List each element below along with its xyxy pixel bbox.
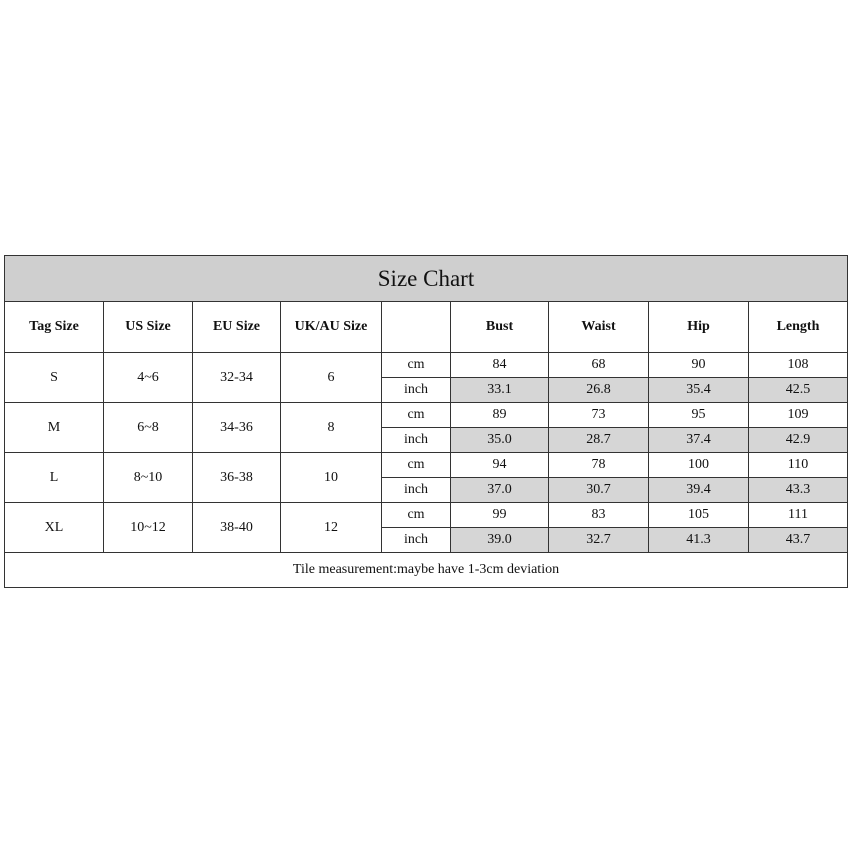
bust-cell: 37.0 bbox=[451, 478, 549, 503]
uk-au-size-cell: 10 bbox=[281, 453, 382, 503]
length-cell: 110 bbox=[749, 453, 848, 478]
uk-au-size-cell: 6 bbox=[281, 353, 382, 403]
table-row bbox=[5, 403, 848, 428]
length-cell: 111 bbox=[749, 503, 848, 528]
waist-cell: 68 bbox=[549, 353, 649, 378]
hip-cell: 105 bbox=[649, 503, 749, 528]
length-cell: 43.7 bbox=[749, 528, 848, 553]
unit-cell: cm bbox=[382, 503, 451, 528]
header-waist: Waist bbox=[549, 302, 649, 353]
waist-cell: 78 bbox=[549, 453, 649, 478]
tag-size-cell: XL bbox=[5, 503, 104, 553]
tag-size-cell: S bbox=[5, 353, 104, 403]
title-row bbox=[5, 256, 848, 302]
size-chart-table bbox=[4, 255, 848, 588]
us-size-cell: 8~10 bbox=[104, 453, 193, 503]
waist-cell: 28.7 bbox=[549, 428, 649, 453]
header-unit bbox=[382, 302, 451, 353]
waist-cell: 32.7 bbox=[549, 528, 649, 553]
length-cell: 42.5 bbox=[749, 378, 848, 403]
length-cell: 43.3 bbox=[749, 478, 848, 503]
header-length: Length bbox=[749, 302, 848, 353]
waist-cell: 26.8 bbox=[549, 378, 649, 403]
hip-cell: 39.4 bbox=[649, 478, 749, 503]
eu-size-cell: 38-40 bbox=[193, 503, 281, 553]
unit-cell: cm bbox=[382, 403, 451, 428]
table-row bbox=[5, 353, 848, 378]
length-cell: 109 bbox=[749, 403, 848, 428]
header-bust: Bust bbox=[451, 302, 549, 353]
unit-cell: inch bbox=[382, 428, 451, 453]
hip-cell: 35.4 bbox=[649, 378, 749, 403]
hip-cell: 100 bbox=[649, 453, 749, 478]
tag-size-cell: L bbox=[5, 453, 104, 503]
header-eu-size: EU Size bbox=[193, 302, 281, 353]
eu-size-cell: 34-36 bbox=[193, 403, 281, 453]
bust-cell: 89 bbox=[451, 403, 549, 428]
unit-cell: cm bbox=[382, 353, 451, 378]
length-cell: 108 bbox=[749, 353, 848, 378]
uk-au-size-cell: 8 bbox=[281, 403, 382, 453]
bust-cell: 99 bbox=[451, 503, 549, 528]
hip-cell: 90 bbox=[649, 353, 749, 378]
unit-cell: inch bbox=[382, 378, 451, 403]
bust-cell: 84 bbox=[451, 353, 549, 378]
eu-size-cell: 32-34 bbox=[193, 353, 281, 403]
hip-cell: 95 bbox=[649, 403, 749, 428]
us-size-cell: 10~12 bbox=[104, 503, 193, 553]
bust-cell: 33.1 bbox=[451, 378, 549, 403]
header-row bbox=[5, 302, 848, 353]
chart-title: Size Chart bbox=[5, 256, 848, 302]
bust-cell: 35.0 bbox=[451, 428, 549, 453]
length-cell: 42.9 bbox=[749, 428, 848, 453]
hip-cell: 37.4 bbox=[649, 428, 749, 453]
header-uk-au-size: UK/AU Size bbox=[281, 302, 382, 353]
unit-cell: inch bbox=[382, 528, 451, 553]
tag-size-cell: M bbox=[5, 403, 104, 453]
unit-cell: cm bbox=[382, 453, 451, 478]
us-size-cell: 6~8 bbox=[104, 403, 193, 453]
header-us-size: US Size bbox=[104, 302, 193, 353]
header-hip: Hip bbox=[649, 302, 749, 353]
waist-cell: 83 bbox=[549, 503, 649, 528]
table-row bbox=[5, 453, 848, 478]
measurement-note: Tile measurement:maybe have 1-3cm deviation bbox=[5, 553, 848, 588]
waist-cell: 30.7 bbox=[549, 478, 649, 503]
waist-cell: 73 bbox=[549, 403, 649, 428]
eu-size-cell: 36-38 bbox=[193, 453, 281, 503]
header-tag-size: Tag Size bbox=[5, 302, 104, 353]
hip-cell: 41.3 bbox=[649, 528, 749, 553]
us-size-cell: 4~6 bbox=[104, 353, 193, 403]
unit-cell: inch bbox=[382, 478, 451, 503]
bust-cell: 39.0 bbox=[451, 528, 549, 553]
table-row bbox=[5, 503, 848, 528]
note-row bbox=[5, 553, 848, 588]
uk-au-size-cell: 12 bbox=[281, 503, 382, 553]
bust-cell: 94 bbox=[451, 453, 549, 478]
